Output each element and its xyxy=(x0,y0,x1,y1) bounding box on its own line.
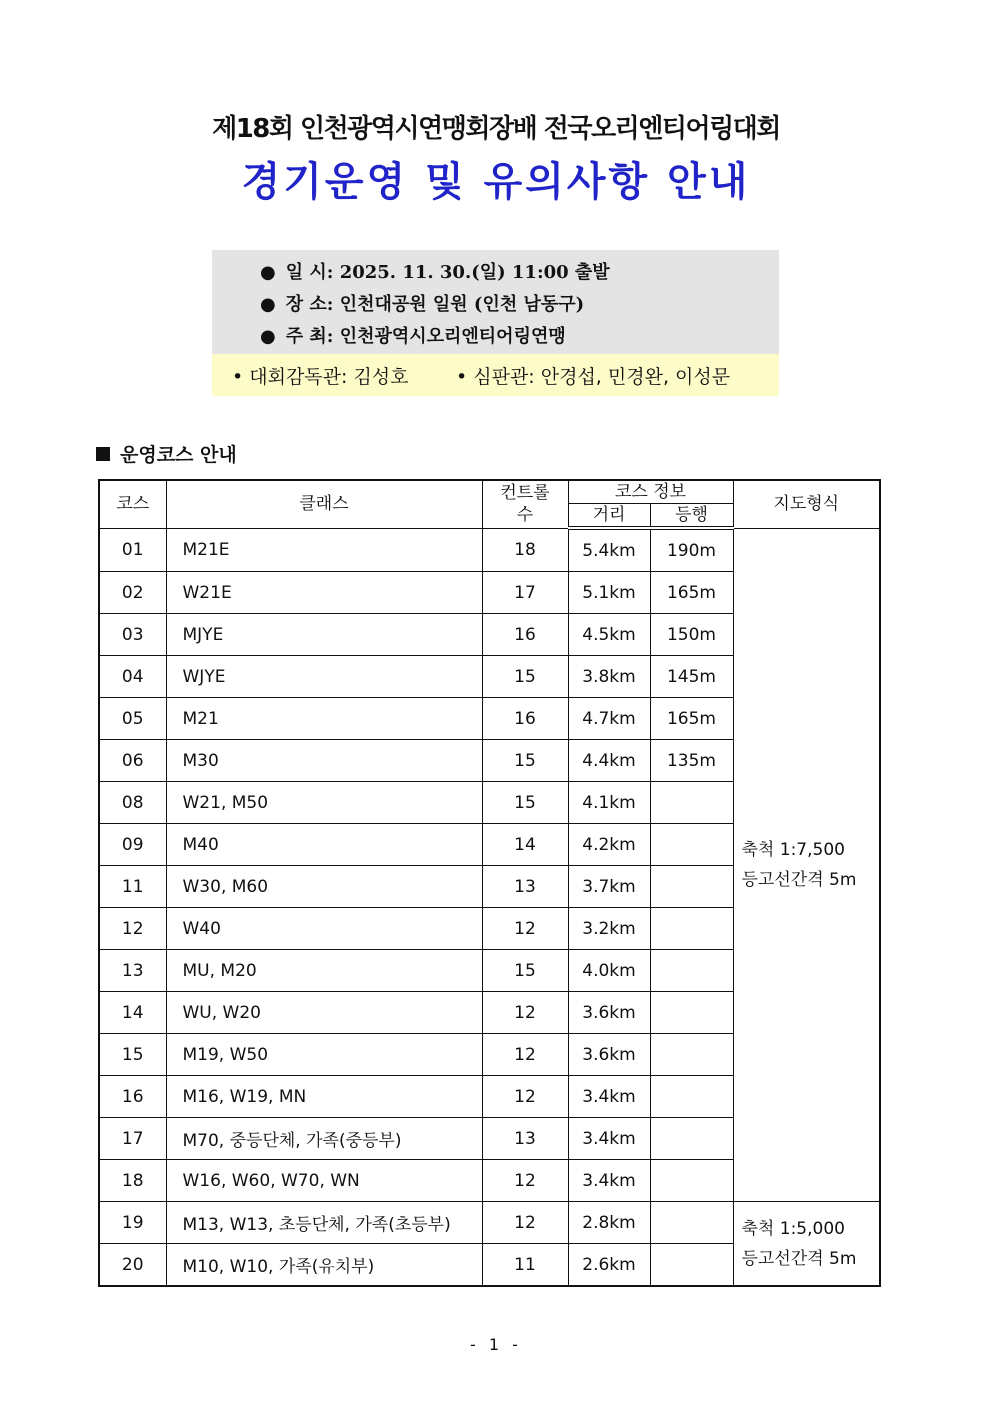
cell-course: 01 xyxy=(99,528,166,572)
info-venue-value: 인천대공원 일원 (인천 남동구) xyxy=(339,294,585,315)
cell-climb: 145m xyxy=(650,656,733,698)
section-heading xyxy=(96,440,237,467)
cell-class: M30 xyxy=(166,740,482,782)
header-distance: 거리 xyxy=(568,504,650,529)
info-host xyxy=(260,322,566,348)
cell-distance: 4.7km xyxy=(568,698,650,740)
cell-distance: 2.6km xyxy=(568,1244,650,1287)
cell-climb xyxy=(650,1160,733,1202)
cell-controls: 12 xyxy=(482,908,568,950)
cell-course: 15 xyxy=(99,1034,166,1076)
cell-course: 12 xyxy=(99,908,166,950)
header-course: 코스 xyxy=(99,480,166,528)
cell-course: 06 xyxy=(99,740,166,782)
cell-controls: 12 xyxy=(482,1160,568,1202)
cell-controls: 11 xyxy=(482,1244,568,1287)
cell-climb: 150m xyxy=(650,614,733,656)
header-map: 지도형식 xyxy=(733,480,880,528)
cell-class: MU, M20 xyxy=(166,950,482,992)
director-text: • 대회감독관: 김성호 xyxy=(232,366,409,388)
cell-climb: 165m xyxy=(650,572,733,614)
bullet-icon: ● xyxy=(260,262,276,283)
event-info-box xyxy=(212,250,779,354)
cell-climb: 165m xyxy=(650,698,733,740)
map-contour: 등고선간격 5m xyxy=(741,1248,857,1269)
map-format-group-2 xyxy=(733,1202,880,1287)
cell-class: M16, W19, MN xyxy=(166,1076,482,1118)
cell-distance: 4.0km xyxy=(568,950,650,992)
bullet-icon: ● xyxy=(260,326,276,347)
cell-class: MJYE xyxy=(166,614,482,656)
cell-controls: 12 xyxy=(482,1202,568,1244)
cell-climb xyxy=(650,1244,733,1287)
map-format-group-1 xyxy=(733,528,880,1202)
cell-class: M19, W50 xyxy=(166,1034,482,1076)
cell-course: 16 xyxy=(99,1076,166,1118)
cell-distance: 3.4km xyxy=(568,1118,650,1160)
cell-distance: 3.8km xyxy=(568,656,650,698)
cell-class: W16, W60, W70, WN xyxy=(166,1160,482,1202)
cell-course: 17 xyxy=(99,1118,166,1160)
cell-course: 19 xyxy=(99,1202,166,1244)
cell-class: M21 xyxy=(166,698,482,740)
cell-course: 05 xyxy=(99,698,166,740)
cell-distance: 3.6km xyxy=(568,1034,650,1076)
cell-controls: 13 xyxy=(482,866,568,908)
cell-course: 04 xyxy=(99,656,166,698)
cell-distance: 3.4km xyxy=(568,1076,650,1118)
info-host-label: 주 최: xyxy=(285,326,334,347)
cell-distance: 5.1km xyxy=(568,572,650,614)
cell-controls: 17 xyxy=(482,572,568,614)
cell-distance: 4.2km xyxy=(568,824,650,866)
cell-distance: 5.4km xyxy=(568,528,650,572)
cell-distance: 3.6km xyxy=(568,992,650,1034)
cell-controls: 12 xyxy=(482,1034,568,1076)
cell-controls: 13 xyxy=(482,1118,568,1160)
header-controls-line1: 컨트롤 xyxy=(500,483,550,504)
cell-climb: 190m xyxy=(650,528,733,572)
cell-class: W30, M60 xyxy=(166,866,482,908)
cell-controls: 16 xyxy=(482,614,568,656)
cell-class: WJYE xyxy=(166,656,482,698)
course-table xyxy=(98,479,881,1287)
cell-distance: 3.7km xyxy=(568,866,650,908)
cell-class: W40 xyxy=(166,908,482,950)
cell-course: 03 xyxy=(99,614,166,656)
cell-controls: 15 xyxy=(482,950,568,992)
header-course-info: 코스 정보 xyxy=(568,480,733,504)
section-heading-text: 운영코스 안내 xyxy=(120,444,237,466)
cell-class: W21, M50 xyxy=(166,782,482,824)
table-row xyxy=(99,528,880,572)
cell-course: 08 xyxy=(99,782,166,824)
cell-course: 14 xyxy=(99,992,166,1034)
cell-climb xyxy=(650,1118,733,1160)
cell-controls: 15 xyxy=(482,740,568,782)
header-controls-line2: 수 xyxy=(516,505,534,526)
info-date-label: 일 시: xyxy=(285,262,334,283)
event-title: 제18회 인천광역시연맹회장배 전국오리엔티어링대회 xyxy=(212,114,780,144)
cell-climb xyxy=(650,908,733,950)
cell-controls: 18 xyxy=(482,528,568,572)
cell-distance: 3.4km xyxy=(568,1160,650,1202)
cell-class: M70, 중등단체, 가족(중등부) xyxy=(166,1118,482,1160)
cell-controls: 12 xyxy=(482,1076,568,1118)
cell-controls: 12 xyxy=(482,992,568,1034)
cell-climb xyxy=(650,824,733,866)
cell-distance: 2.8km xyxy=(568,1202,650,1244)
cell-course: 09 xyxy=(99,824,166,866)
square-bullet-icon xyxy=(96,447,110,461)
cell-class: W21E xyxy=(166,572,482,614)
cell-controls: 15 xyxy=(482,782,568,824)
map-scale: 축척 1:7,500 xyxy=(741,839,845,860)
cell-climb xyxy=(650,950,733,992)
cell-climb xyxy=(650,782,733,824)
cell-climb xyxy=(650,1076,733,1118)
officials-box xyxy=(212,354,779,396)
cell-distance: 4.4km xyxy=(568,740,650,782)
cell-distance: 3.2km xyxy=(568,908,650,950)
cell-climb xyxy=(650,866,733,908)
header-class: 클래스 xyxy=(166,480,482,528)
map-scale: 축척 1:5,000 xyxy=(741,1218,845,1239)
info-host-value: 인천광역시오리엔티어링연맹 xyxy=(339,326,566,347)
cell-class: WU, W20 xyxy=(166,992,482,1034)
header-climb: 등행 xyxy=(650,504,733,529)
cell-course: 11 xyxy=(99,866,166,908)
header-controls xyxy=(482,480,568,528)
cell-climb: 135m xyxy=(650,740,733,782)
cell-distance: 4.5km xyxy=(568,614,650,656)
cell-course: 13 xyxy=(99,950,166,992)
table-row xyxy=(99,1202,880,1244)
cell-class: M21E xyxy=(166,528,482,572)
cell-distance: 4.1km xyxy=(568,782,650,824)
info-date-value: 2025. 11. 30.(일) 11:00 출발 xyxy=(339,262,610,283)
bullet-icon: ● xyxy=(260,294,276,315)
info-venue xyxy=(260,290,584,316)
cell-course: 20 xyxy=(99,1244,166,1287)
cell-controls: 16 xyxy=(482,698,568,740)
document-subtitle: 경기운영 및 유의사항 안내 xyxy=(241,159,751,205)
cell-course: 18 xyxy=(99,1160,166,1202)
map-contour: 등고선간격 5m xyxy=(741,869,857,890)
cell-class: M10, W10, 가족(유치부) xyxy=(166,1244,482,1287)
info-date xyxy=(260,258,610,284)
cell-climb xyxy=(650,1202,733,1244)
cell-climb xyxy=(650,992,733,1034)
cell-course: 02 xyxy=(99,572,166,614)
judges-text: • 심판관: 안경섭, 민경완, 이성문 xyxy=(456,366,731,388)
page-number: - 1 - xyxy=(470,1335,522,1354)
cell-class: M40 xyxy=(166,824,482,866)
cell-controls: 14 xyxy=(482,824,568,866)
info-venue-label: 장 소: xyxy=(285,294,334,315)
cell-climb xyxy=(650,1034,733,1076)
cell-class: M13, W13, 초등단체, 가족(초등부) xyxy=(166,1202,482,1244)
cell-controls: 15 xyxy=(482,656,568,698)
